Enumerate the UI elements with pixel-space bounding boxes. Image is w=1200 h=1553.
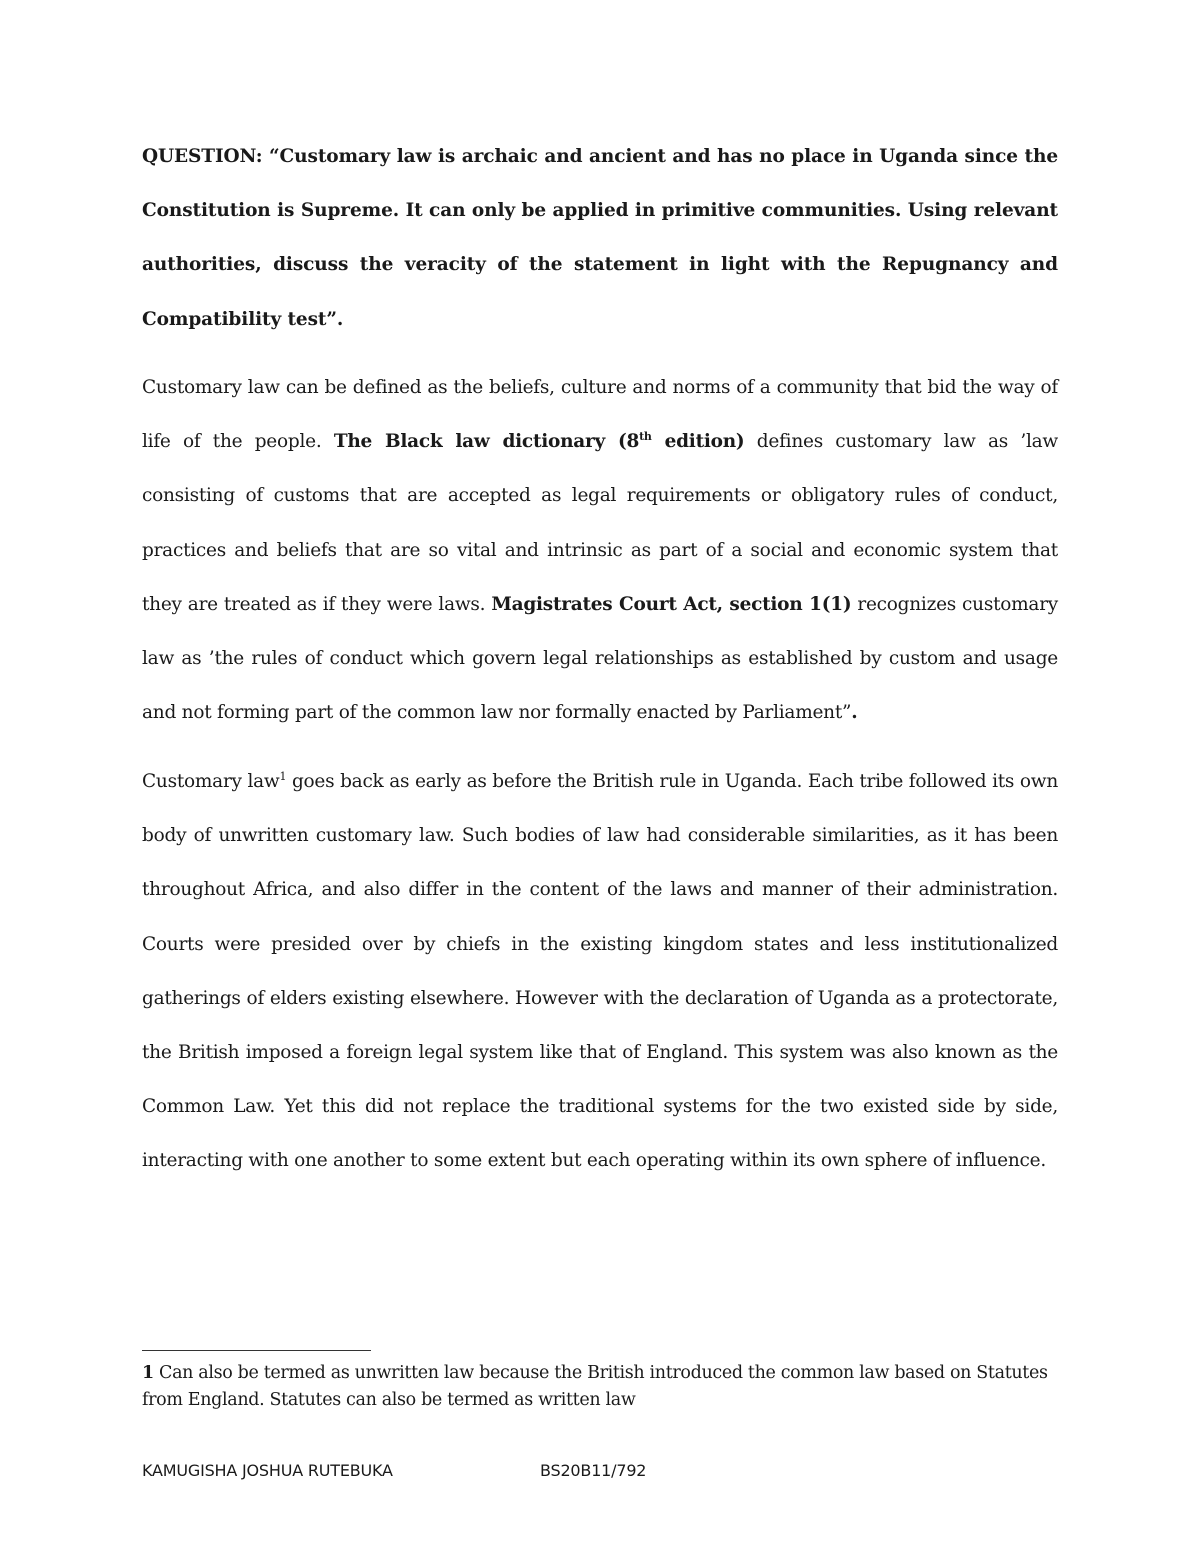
question-paragraph	[142, 130, 1058, 347]
definition-paragraph	[142, 361, 1058, 740]
footnote-text: Can also be termed as unwritten law because the British introduced the common law based on Statutes from England. Statutes can also be termed as written law	[142, 1363, 1048, 1410]
paragraph-text: Customary law can be defined as the beliefs, culture and norms of a community that bid the way of life of the people.	[142, 377, 1058, 453]
footer-student-id: BS20B11/792	[540, 1461, 647, 1480]
footnote	[142, 1360, 1058, 1414]
black-law-dictionary-citation: The Black law dictionary (8th edition)	[333, 430, 745, 453]
magistrates-court-act-citation: Magistrates Court Act, section 1(1)	[491, 593, 852, 615]
footnote-separator	[142, 1350, 371, 1351]
paragraph-end-period: .	[851, 702, 858, 724]
footnote-reference[interactable]: 1	[279, 769, 287, 783]
history-paragraph	[142, 755, 1058, 1189]
paragraph-text: defines customary law as ’law consisting of customs that are accepted as legal requirements or obligatory rules of conduct, practices and beliefs that are so vital and intrinsic as part of a social and economic system that they are treated as if they were laws.	[142, 431, 1059, 615]
question-label: QUESTION:	[142, 146, 269, 167]
footer-author-name: KAMUGISHA JOSHUA RUTEBUKA	[142, 1461, 393, 1480]
superscript: th	[639, 430, 652, 444]
paragraph-text: goes back as early as before the British rule in Uganda. Each tribe followed its own body of unwritten customary law. Such bodies of law had considerable similarities, as it has been throughout Africa, and also differ in the content of the laws and manner of their administration. Courts were presided over by chiefs in the existing kingdom states and less institutionalized gatherings of elders existing elsewhere. However with the declaration of Uganda as a protectorate, the British imposed a foreign legal system like that of England. This system was also known as the Common Law. Yet this did not replace the traditional systems for the two existed side by side, interacting with one another to some extent but each operating within its own sphere of influence.	[142, 771, 1059, 1172]
footnote-number: 1	[142, 1363, 154, 1383]
question-text: “Customary law is archaic and ancient and has no place in Uganda since the Constitution is Supreme. It can only be applied in primitive communities. Using relevant authorities, discuss the veracity of the statement in light with the Repugnancy and Compatibility test”.	[142, 146, 1058, 330]
paragraph-text: recognizes customary law as ’the rules of conduct which govern legal relationships as established by custom and usage and not forming part of the common law nor formally enacted by Parliament”	[142, 593, 1059, 724]
paragraph-text: Customary law	[142, 771, 280, 792]
